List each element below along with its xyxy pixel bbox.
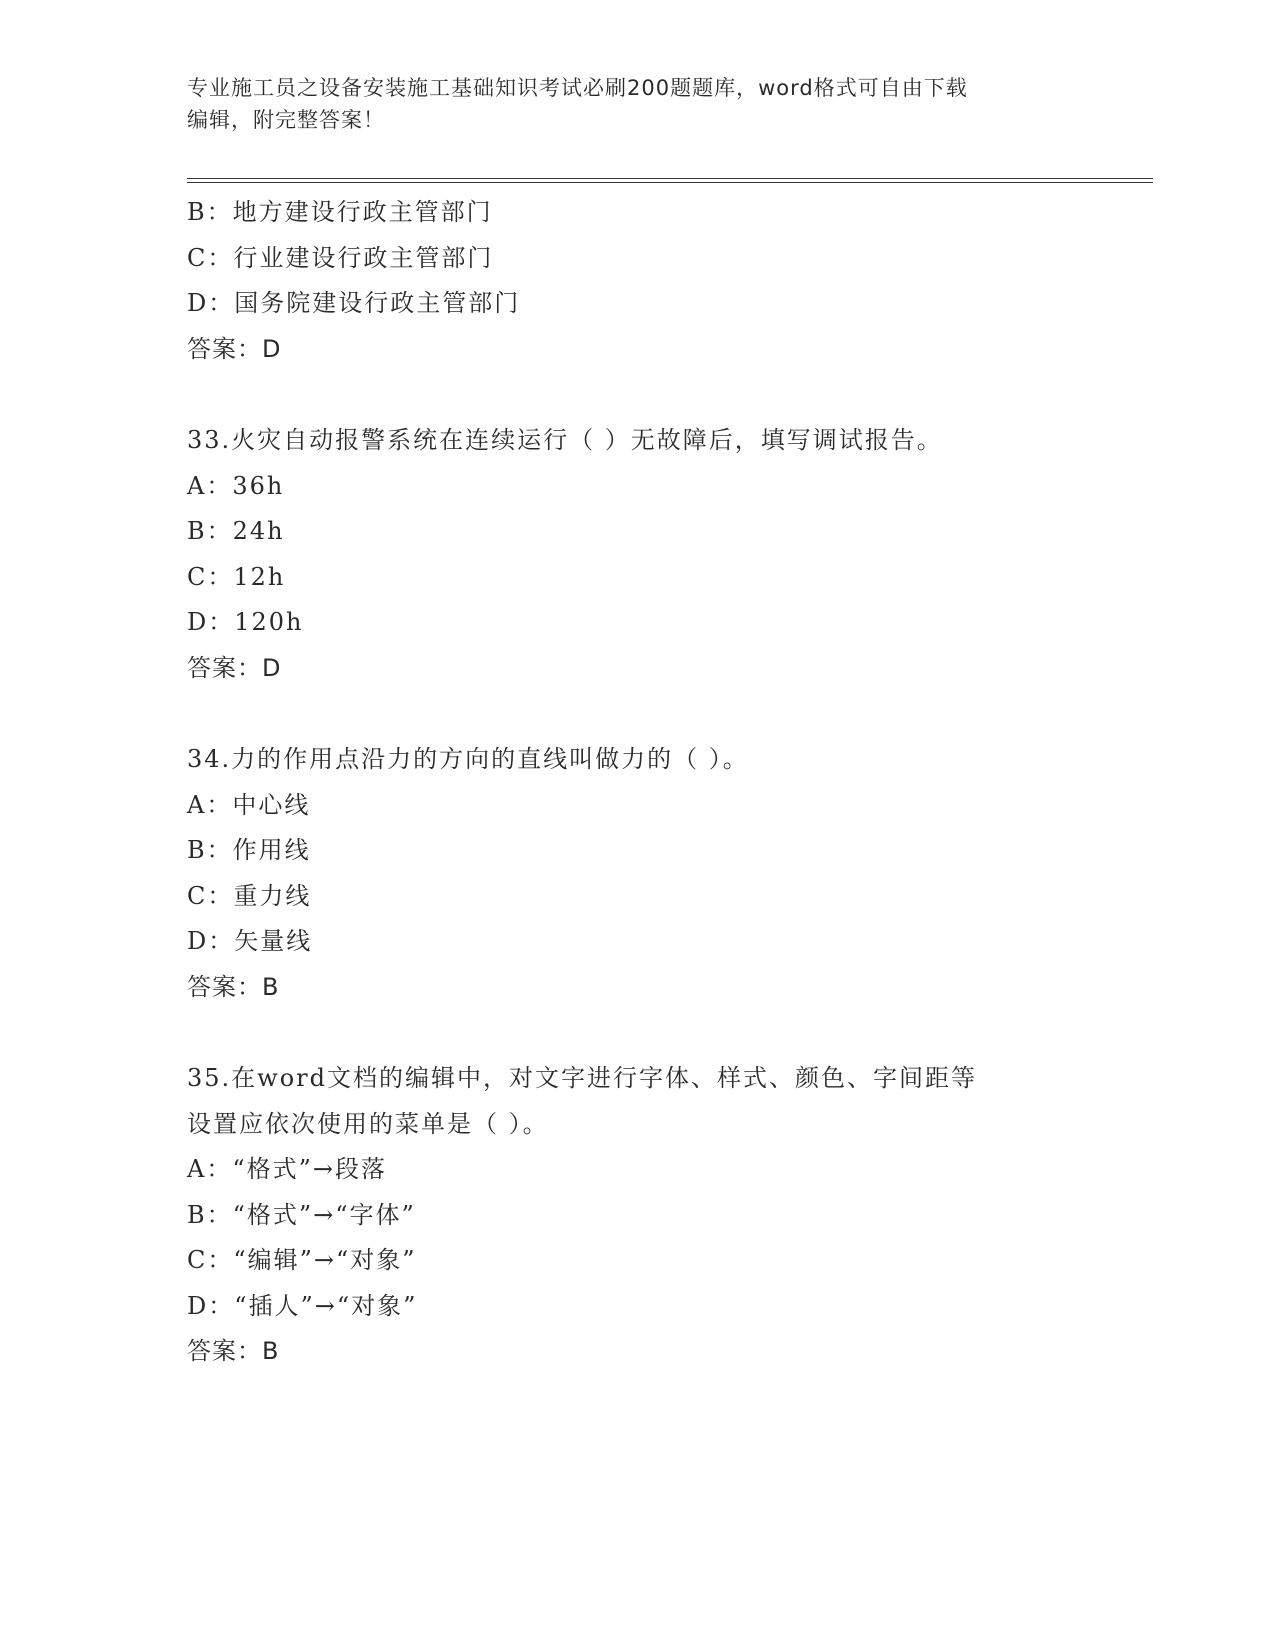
answer-line: 答案：D	[187, 334, 282, 363]
option-c: C：重力线	[187, 881, 312, 910]
option-b: B：24h	[187, 517, 285, 545]
question-block-34	[187, 737, 1147, 1010]
question-stem: 34.力的作用点沿力的方向的直线叫做力的（ ）。	[187, 745, 749, 773]
question-spacer	[187, 372, 1147, 418]
question-block-32	[187, 190, 1147, 372]
question-stem: 33.火灾自动报警系统在连续运行（ ）无故障后，填写调试报告。	[187, 426, 943, 454]
question-spacer	[187, 691, 1147, 737]
answer-line: 答案：B	[187, 972, 280, 1001]
question-stem-line-2: 设置应依次使用的菜单是（ ）。	[187, 1109, 549, 1138]
option-c: C：行业建设行政主管部门	[187, 243, 494, 272]
option-b: B：地方建设行政主管部门	[187, 198, 493, 226]
option-a: A：36h	[187, 471, 285, 500]
question-stem-line-1: 35.在word文档的编辑中，对文字进行字体、样式、颜色、字间距等	[187, 1064, 977, 1092]
option-b: B：作用线	[187, 836, 311, 864]
question-block-33	[187, 418, 1147, 691]
question-list	[187, 190, 1147, 1375]
question-block-35	[187, 1056, 1147, 1375]
option-d: D：120h	[187, 608, 304, 636]
question-spacer	[187, 1010, 1147, 1056]
option-b: B：“格式”→“字体”	[187, 1200, 416, 1229]
option-c: C：12h	[187, 562, 286, 591]
header-divider	[187, 178, 1153, 183]
option-a: A：中心线	[187, 790, 311, 819]
option-d: D：矢量线	[187, 927, 313, 955]
option-d: D：“插人”→“对象”	[187, 1291, 418, 1320]
document-header	[187, 72, 1087, 136]
header-title-line-2: 编辑，附完整答案！	[187, 108, 385, 132]
option-d: D：国务院建设行政主管部门	[187, 289, 521, 317]
answer-line: 答案：D	[187, 653, 282, 682]
header-title-line-1: 专业施工员之设备安装施工基础知识考试必刷200题题库，word格式可自由下载	[187, 76, 968, 100]
option-a: A：“格式”→段落	[187, 1155, 387, 1183]
answer-line: 答案：B	[187, 1337, 280, 1365]
option-c: C：“编辑”→“对象”	[187, 1246, 417, 1274]
